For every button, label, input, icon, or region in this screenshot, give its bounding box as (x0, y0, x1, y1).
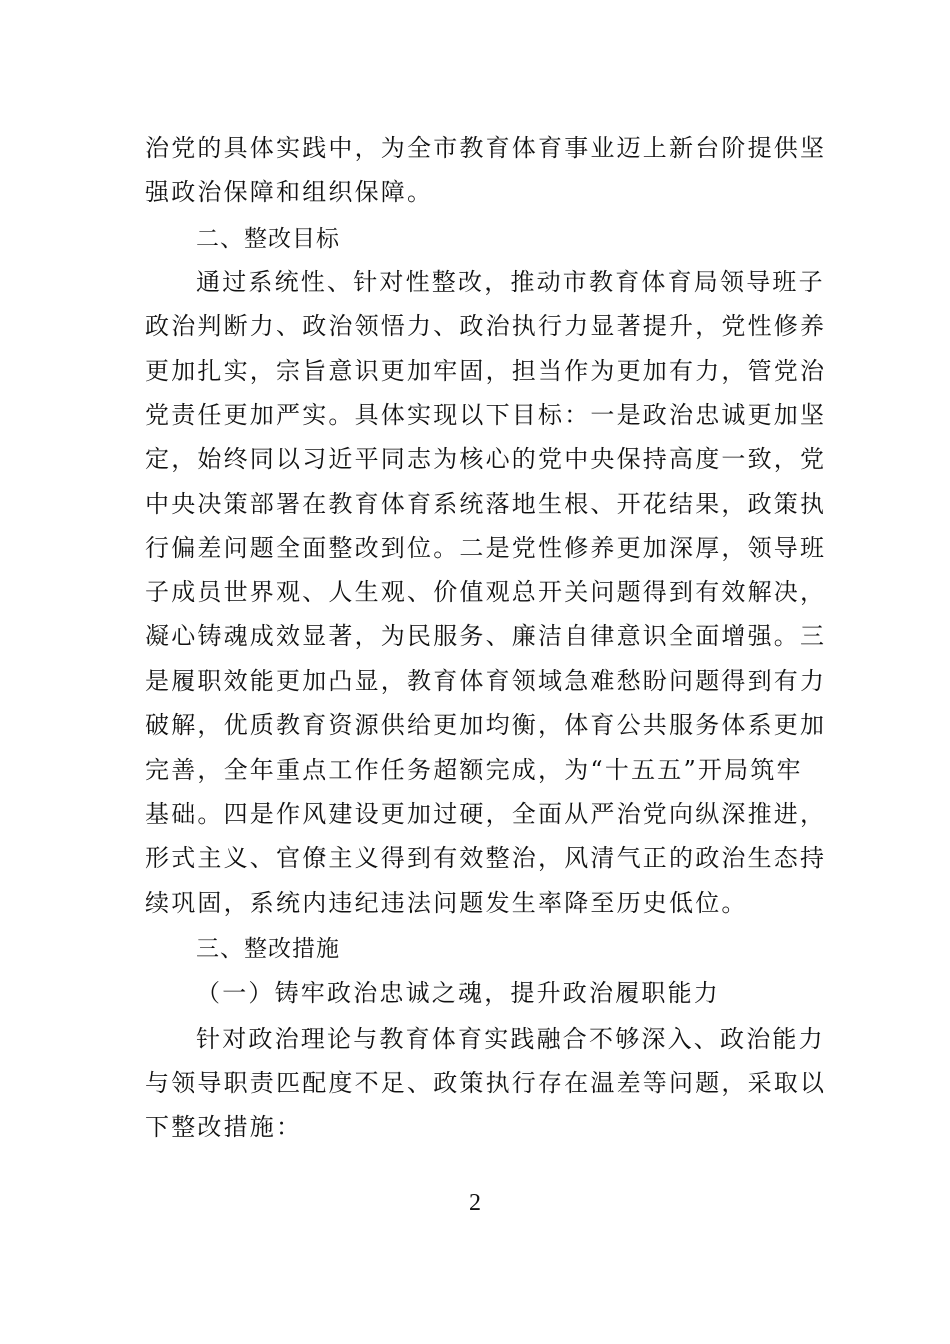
body-text-line: 更加扎实，宗旨意识更加牢固，担当作为更加有力，管党治 (145, 357, 827, 385)
body-text-line: 是履职效能更加凸显，教育体育领域急难愁盼问题得到有力 (145, 667, 827, 695)
body-text-line: 形式主义、官僚主义得到有效整治，风清气正的政治生态持 (145, 844, 827, 872)
body-text-line: 强政治保障和组织保障。 (145, 178, 434, 206)
page-number: 2 (469, 1190, 481, 1216)
body-text-line: 下整改措施： (145, 1113, 303, 1141)
section-heading-measures: 三、整改措施 (196, 936, 340, 962)
body-text-line: 党责任更加严实。具体实现以下目标：一是政治忠诚更加坚 (145, 401, 827, 429)
body-text-line: 行偏差问题全面整改到位。二是党性修养更加深厚，领导班 (145, 534, 827, 562)
body-text-line: 基础。四是作风建设更加过硬，全面从严治党向纵深推进， (145, 800, 827, 828)
subsection-heading: （一）铸牢政治忠诚之魂，提升政治履职能力 (196, 979, 720, 1007)
section-heading-goals: 二、整改目标 (196, 226, 340, 252)
body-text-line: 凝心铸魂成效显著，为民服务、廉洁自律意识全面增强。三 (145, 622, 827, 650)
body-text-line: 与领导职责匹配度不足、政策执行存在温差等问题，采取以 (145, 1069, 827, 1097)
body-text-line: 政治判断力、政治领悟力、政治执行力显著提升，党性修养 (145, 312, 827, 340)
body-text-line: 子成员世界观、人生观、价值观总开关问题得到有效解决， (145, 578, 827, 606)
body-text-line: 完善，全年重点工作任务超额完成，为“十五五”开局筑牢 (145, 756, 803, 784)
body-text-line: 破解，优质教育资源供给更加均衡，体育公共服务体系更加 (145, 711, 827, 739)
body-text-line: 治党的具体实践中，为全市教育体育事业迈上新台阶提供坚 (145, 134, 827, 162)
body-text-line: 通过系统性、针对性整改，推动市教育体育局领导班子 (196, 268, 825, 296)
body-text-line: 续巩固，系统内违纪违法问题发生率降至历史低位。 (145, 889, 748, 917)
body-text-line: 定，始终同以习近平同志为核心的党中央保持高度一致，党 (145, 445, 827, 473)
body-text-line: 中央决策部署在教育体育系统落地生根、开花结果，政策执 (145, 490, 827, 518)
body-text-line: 针对政治理论与教育体育实践融合不够深入、政治能力 (196, 1025, 825, 1053)
